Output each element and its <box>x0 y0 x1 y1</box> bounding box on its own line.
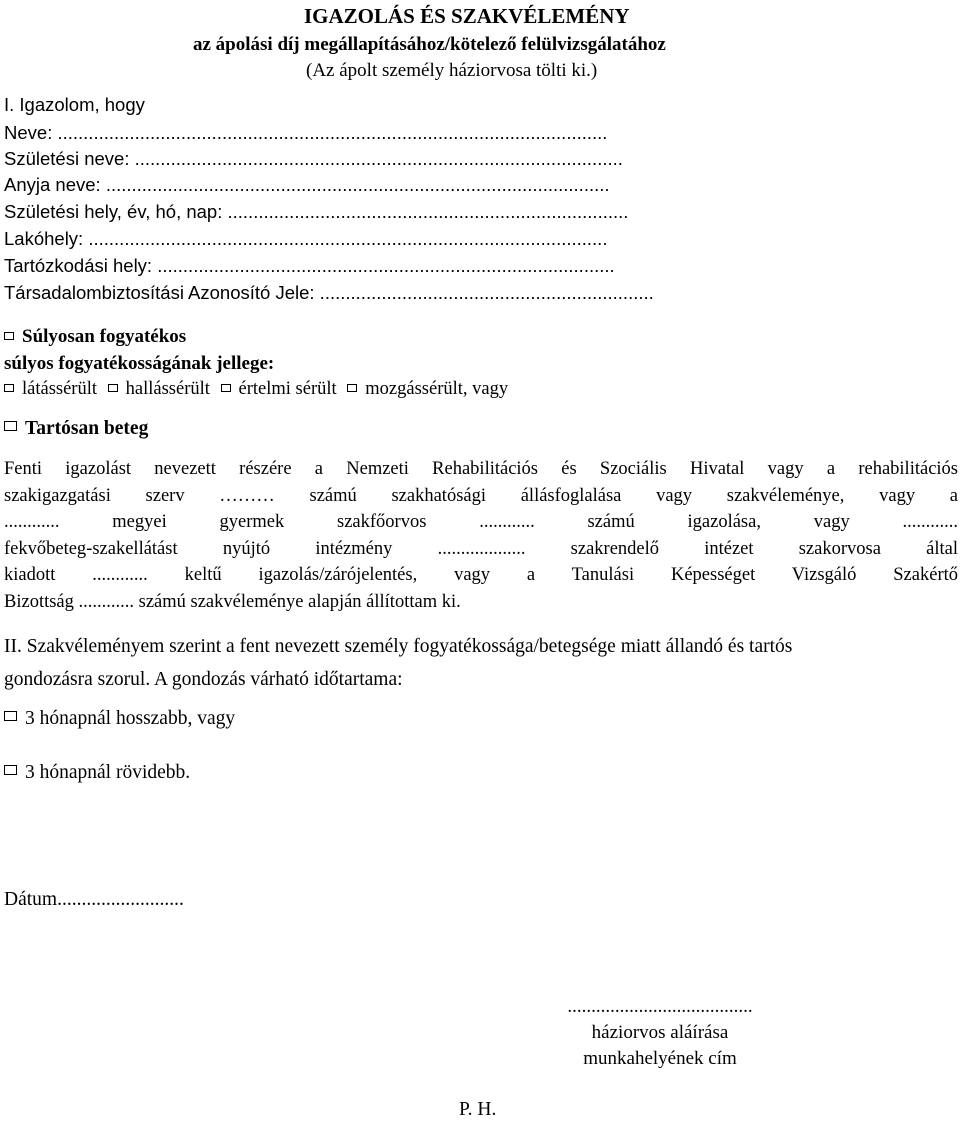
certification-line: ............ megyei gyermek szakfőorvos ............ számú igazolása, vagy ............ <box>4 512 958 532</box>
workplace-label: munkahelyének cím <box>583 1048 737 1069</box>
signature-block <box>500 994 820 1072</box>
certification-paragraph <box>4 456 958 615</box>
certification-line: szakigazgatási szerv ……… számú szakhatósági állásfoglalása vagy szakvéleménye, vagy a <box>4 485 958 506</box>
field-name[interactable]: Neve: ........................................................................................................... <box>4 122 608 143</box>
document-title: IGAZOLÁS ÉS SZAKVÉLEMÉNY <box>304 4 630 28</box>
section1-heading: I. Igazolom, hogy <box>4 94 145 115</box>
checkbox-icon[interactable] <box>4 384 14 392</box>
checkbox-icon[interactable] <box>221 384 231 392</box>
checkbox-icon[interactable] <box>4 765 17 775</box>
certification-line: Fenti igazolást nevezett részére a Nemzeti Rehabilitációs és Szociális Hivatal vagy a rehabilitációs <box>4 459 958 479</box>
duration-option-long[interactable] <box>4 708 235 730</box>
certification-line: fekvőbeteg-szakellátást nyújtó intézmény ................... szakrendelő intézet szakorvosa által <box>4 538 958 559</box>
duration-short-label: 3 hónapnál rövidebb. <box>25 762 191 783</box>
severe-disability-label: Súlyosan fogyatékos <box>22 326 187 347</box>
checkbox-icon[interactable] <box>108 384 118 392</box>
field-birth-place-date[interactable]: Születési hely, év, hó, nap: .............................................................................. <box>4 201 629 222</box>
field-ssn[interactable]: Társadalombiztosítási Azonosító Jele: ................................................................. <box>4 282 654 303</box>
field-residence[interactable]: Lakóhely: ..................................................................................................... <box>4 228 608 249</box>
disability-type-visual: látássérült <box>22 379 98 399</box>
document-subtitle: az ápolási díj megállapításához/kötelező felülvizsgálatához <box>193 34 666 55</box>
field-birth-name[interactable]: Születési neve: ............................................................................................... <box>4 148 623 169</box>
chronic-illness-option[interactable] <box>4 418 148 440</box>
chronic-illness-label: Tartósan beteg <box>25 418 149 439</box>
checkbox-icon[interactable] <box>347 384 357 392</box>
checkbox-icon[interactable] <box>4 332 14 340</box>
duration-long-label: 3 hónapnál hosszabb, vagy <box>25 708 236 729</box>
disability-nature-label: súlyos fogyatékosságának jellege: <box>4 353 275 374</box>
certification-line: Bizottság ............ számú szakvéleménye alapján állítottam ki. <box>4 591 461 612</box>
certification-line: kiadott ............ keltű igazolás/zárójelentés, vagy a Tanulási Képességet Vizsgáló Szakértő <box>4 565 958 585</box>
date-field[interactable]: Dátum.......................... <box>4 889 184 910</box>
disability-type-mobility: mozgássérült, vagy <box>365 379 509 399</box>
section2-line: gondozásra szorul. A gondozás várható időtartama: <box>4 669 403 690</box>
field-mother-name[interactable]: Anyja neve: .................................................................................................. <box>4 174 610 195</box>
stamp-placeholder: P. H. <box>459 1099 497 1120</box>
signature-line[interactable]: ....................................... <box>567 996 753 1017</box>
document-note: (Az ápolt személy háziorvosa tölti ki.) <box>306 60 598 81</box>
checkbox-icon[interactable] <box>4 421 17 431</box>
section2-line: II. Szakvéleményem szerint a fent nevezett személy fogyatékossága/betegsége miatt állandó és tartós <box>4 636 793 657</box>
disability-type-hearing: hallássérült <box>125 379 210 399</box>
severe-disability-option[interactable] <box>4 326 186 348</box>
field-stay-address[interactable]: Tartózkodási hely: ......................................................................................... <box>4 255 615 276</box>
duration-option-short[interactable] <box>4 762 190 784</box>
signature-label: háziorvos aláírása <box>591 1022 729 1043</box>
disability-types-row <box>4 379 508 400</box>
checkbox-icon[interactable] <box>4 711 17 721</box>
section2-text <box>4 630 958 696</box>
disability-type-intellectual: értelmi sérült <box>238 379 337 399</box>
